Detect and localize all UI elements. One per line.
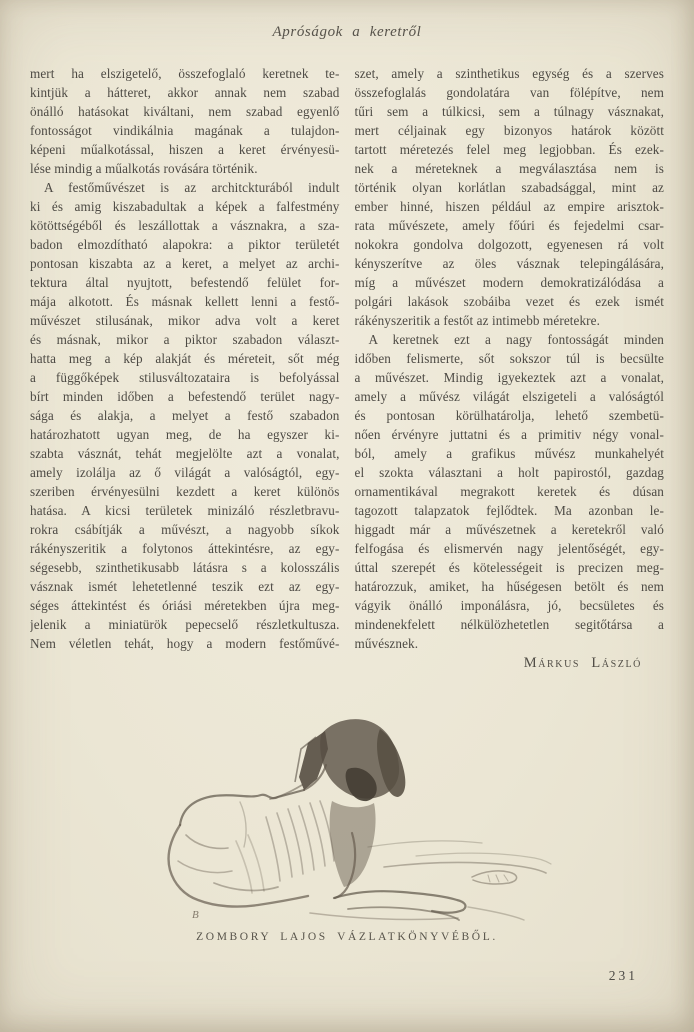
dog-head [295, 719, 405, 887]
text-line: ból, amely a grafikus művész munkahelyét [354, 446, 664, 461]
text-line: jelenik a miniatürök pepecselő részletkultusza. [30, 617, 340, 632]
text-line: míg a művészet modern demokratizálódása a [354, 275, 664, 290]
text-line: amely a művész világát elszigeteli a valóságtól [354, 389, 664, 404]
text-line: mert céljainak egy bizonyos határok között [354, 123, 664, 138]
text-line: önálló hatásokat kiváltani, nem szabad egyenlő [30, 104, 340, 119]
article-column-right-text [355, 64, 665, 653]
paragraph [30, 64, 340, 178]
text-line: szet, amely a szinthetikus egység és a szerves [354, 66, 664, 81]
illustration-caption: ZOMBORY LAJOS VÁZLATKÖNYVÉBŐL. [196, 931, 498, 943]
text-line: higgadt már a művészetnek a keretekről való [354, 522, 664, 537]
text-line: tektura által nyujtott, befestendő felület for- [30, 275, 340, 290]
text-line: ornamentikával megrakott keretek és dúsan [354, 484, 664, 499]
text-line: művésznek. [354, 636, 419, 651]
paragraph [355, 64, 665, 330]
dog-body-outline [168, 765, 465, 920]
text-line: és pontosan körülhatárolja, lehető szembetü- [354, 408, 664, 423]
running-header-title: Apróságok a keretről [272, 24, 422, 40]
text-line: határozzuk, amiket, ha hűségesen betölt és nem [354, 579, 664, 594]
article-column-right [355, 64, 665, 673]
text-line: művészet stilusának, mikor adva volt a keret [30, 313, 340, 328]
text-line: hatta meg a kép alakját és méreteit, sőt még [30, 351, 340, 366]
text-line: el szokta választani a holt papirostól, gazdag [354, 465, 664, 480]
text-line: nően érvényre juttatni és a primitiv négy vonal- [354, 427, 664, 442]
text-line: mindenekfelett nélkülözhetetlen segitőtársa a [354, 617, 664, 632]
text-line: pontosan kiszabta az a keret, a melyet az archi- [30, 256, 340, 271]
text-line: rata művészete, amely főúri és fejedelmi csar- [354, 218, 664, 233]
text-line: történik olyan korlátlan szabadsággal, mint az [354, 180, 664, 195]
text-line: bírt minden időben a befestendő terület nagy- [30, 389, 340, 404]
text-line: ember hinné, hiszen például az empire arisztok- [354, 199, 664, 214]
text-line: tartott méretezés felel meg legjobban. És ezek- [354, 142, 664, 157]
text-line: polgári lakások szobáiba vezet és ezek ismét [354, 294, 664, 309]
article-column-left [30, 64, 340, 673]
text-line: vásznak ismét lehetetlenné teszik ezt az egy- [30, 579, 340, 594]
text-line: nek a méreteknek a megválasztása nem is [354, 161, 664, 176]
text-line: összefoglalás gondolatára van fölépítve, nem [354, 85, 664, 100]
text-line: lése mindig a műalkotás rovására történik. [30, 161, 258, 176]
text-line: mert ha elszigetelő, összefoglaló keretnek te- [30, 66, 340, 81]
text-line: amely izolálja az ő világát a valóságtól, egy- [30, 465, 340, 480]
text-line: felfogása és elismervén nagy jelentőségét, egy- [354, 541, 664, 556]
text-line: sága és alakja, a melyet a festő szabadon [30, 408, 340, 423]
text-line: szabta vásznát, tehát megjelölte azt a vonalat, [30, 446, 340, 461]
text-line: tűri sem a túlkicsi, sem a túlnagy vásznakat, [354, 104, 664, 119]
article-columns [0, 64, 694, 673]
text-line: kényszerítve az öles vásznak telepingálására, [354, 256, 664, 271]
text-line: időben felismerte, sőt sokszor túl is becsülte [354, 351, 664, 366]
text-line: tagozott talapzatok fejlődtek. Ma azonban le- [354, 503, 664, 518]
text-line: kintjük a hátteret, akkor annak nem szabad [30, 85, 340, 100]
body-hatching [236, 801, 334, 893]
text-line: nokokra gondolva dolgozott, egyenesen rá volt [354, 237, 664, 252]
text-line: rokra csábítják a művészt, a nagyobb síkok [30, 522, 340, 537]
text-line: kötöttségéből és leszállottak a vásznakra, a sza- [30, 218, 340, 233]
text-line: úttal szerepét és kötelességeit is precizen meg- [354, 560, 664, 575]
text-line: képeni műalkotással, hiszen a keret érvényesü- [30, 142, 340, 157]
page-number: 231 [608, 968, 638, 983]
paragraph [355, 330, 665, 653]
text-line: a művészet. Mindig igyekeztek azt a vonalat, [354, 370, 664, 385]
dog-sketch-illustration [120, 687, 575, 925]
text-line: mája alkotott. És másnak kellett lenni a festő- [30, 294, 340, 309]
text-line: rákényszeritik a festőt az intimebb méretekre. [354, 313, 601, 328]
text-line: szeriben érvényesülni kezdett a keret különös [30, 484, 340, 499]
text-line: badon elmozdítható alapokra: a piktor területét [30, 237, 340, 252]
text-line: és másnak, mikor a piktor szabadon választ- [30, 332, 340, 347]
text-line: rákényszeritik a folytonos áttekintésre, az egy- [30, 541, 340, 556]
text-line: határozhatott ugyan meg, de ha egyszer ki- [30, 427, 340, 442]
paragraph [30, 178, 340, 653]
text-line: A keretnek ezt a nagy fontosságát minden [368, 332, 664, 347]
text-line: A festőművészet is az architckturából indult [44, 180, 340, 195]
text-line: vágyik önálló imponálásra, jó, becsületes és [354, 598, 664, 613]
text-line: fontosságot vindikálnia magának a tulajdon- [30, 123, 340, 138]
author-signature: Márkus László [523, 655, 642, 671]
text-line: séges áttekintést és óriási méretekben újra meg- [30, 598, 340, 613]
text-line: hatása. A kicsi területek minizáló részletbravu- [30, 503, 340, 518]
text-line: a függőképek stilusváltozataira is befolyással [30, 370, 340, 385]
text-line: ségesebb, szinthetikusabb látásra s a kolosszális [30, 560, 340, 575]
text-line: ki és amig kiszabadultak a képek a falfestmény [30, 199, 340, 214]
artist-monogram: B [191, 909, 199, 921]
text-line: Nem véletlen tehát, hogy a modern festőművé- [30, 636, 340, 651]
illustration-figure [0, 687, 694, 943]
